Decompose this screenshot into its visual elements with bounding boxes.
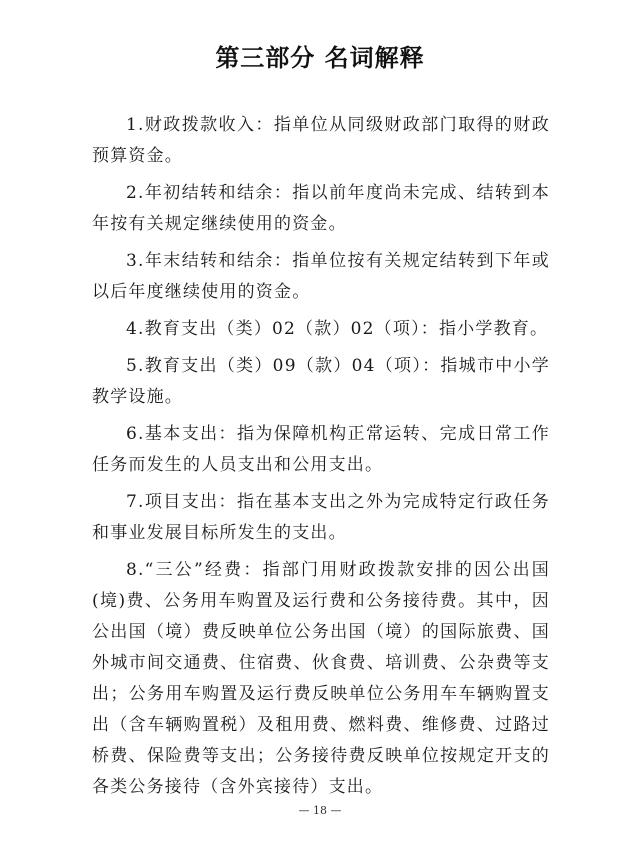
definition-item-2: 2.年初结转和结余：指以前年度尚未完成、结转到本年按有关规定继续使用的资金。 [92,183,550,234]
definition-item-6: 6.基本支出：指为保障机构正常运转、完成日常工作任务而发生的人员支出和公用支出。 [92,424,550,475]
definition-item-5: 5.教育支出（类）09（款）04（项）：指城市中小学教学设施。 [92,356,550,407]
definition-item-7: 7.项目支出：指在基本支出之外为完成特定行政任务和事业发展目标所发生的支出。 [92,492,550,543]
page-number: — 18 — [298,804,342,817]
definition-item-4: 4.教育支出（类）02（款）02（项）：指小学教育。 [126,319,549,339]
definitions-list [92,110,550,809]
page-title: 第三部分 名词解释 [215,44,425,72]
definition-item-1: 1.财政拨款收入：指单位从同级财政部门取得的财政预算资金。 [92,115,550,166]
definition-item-3: 3.年末结转和结余：指单位按有关规定结转到下年或以后年度继续使用的资金。 [92,251,550,302]
definition-item-8: 8.“三公”经费：指部门用财政拨款安排的因公出国(境)费、公务用车购置及运行费和公务接待费。其中，因公出国（境）费反映单位公务出国（境）的国际旅费、国外城市间交通费、住宿费、伙食费、培训费、公杂费等支出；公务用车购置及运行费反映单位公务用车车辆购置支出（含车辆购置税）及租用费、燃料费、维修费、过路过桥费、保险费等支出；公务接待费反映单位按规定开支的各类公务接待（含外宾接待）支出。 [92,560,550,797]
